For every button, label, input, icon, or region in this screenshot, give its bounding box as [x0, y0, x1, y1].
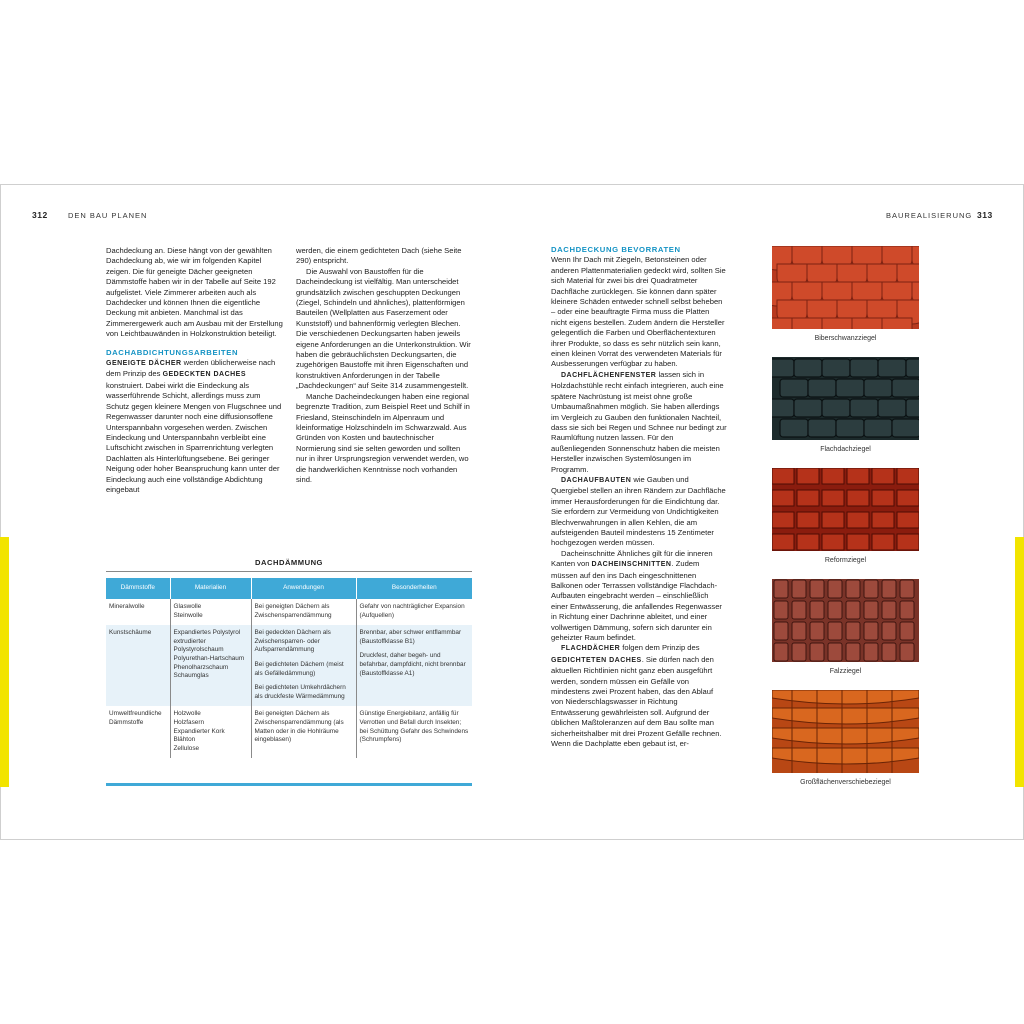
- section-heading-dachdeckung: DACHDECKUNG BEVORRATEN: [551, 245, 681, 254]
- insulation-table: [106, 578, 472, 758]
- tile-caption: Reformziegel: [824, 557, 867, 564]
- table-cell: Umweltfreundliche Dämmstoffe: [106, 706, 170, 758]
- paragraph: Wenn Ihr Dach mit Ziegeln, Betonsteinen oder anderen Plattenmaterialien gedeckt wird, sollten Sie sich Material für zwei bis drei Quadratmeter Dachfläche zurücklegen. Sie können dann später kleinere Schäden entweder schnell selbst beheben – oder eine beauftragte Firma muss die Platten nicht eigens bestellen. Zudem ändern die Hersteller gelegentlich die Farben und Oberflächentexturen ihrer Produkte, so dass es sehr nützlich sein kann, einen kleinen Vorrat des verwendeten Materials für Ausbesserungen verfügbar zu haben.: [551, 255, 726, 369]
- text-column-3: [551, 245, 727, 750]
- edge-marker-left: [0, 537, 9, 787]
- table-header-cell: Anwendungen: [251, 578, 356, 599]
- paragraph: Manche Dacheindeckungen haben eine regional begrenzte Tradition, zum Beispiel Reet und Schilf in Friesland, Steinschindeln im Alpenraum und kleinformatige Holzschindeln im Schwarzwald. Aus Gründen von Kosten und bautechnischer Normierung sind sie selten geworden und sollten nur in ihrer Ursprungsregion verwendet werden, wo die handwerklichen Kenntnisse noch vorhanden sind.: [296, 391, 470, 484]
- biberschwanzziegel-photo: [772, 246, 919, 329]
- tile-caption: Falzziegel: [829, 668, 862, 675]
- table-cell: Günstige Energiebilanz, anfällig für Verrotten und Befall durch Insekten; bei Schüttung Gefahr des Schwindens (Schrumpfens): [359, 710, 469, 744]
- right-page-number: 313: [977, 210, 993, 220]
- grossflaechenverschiebeziegel-photo: [772, 690, 919, 773]
- table-row: [106, 599, 472, 625]
- table-header-cell: Materialien: [170, 578, 251, 599]
- paragraph: Dacheinschnitte Ähnliches gilt für die inneren Kanten von DACHEINSCHNITTEN. Zudem müssen auf den ins Dach eingeschnittenen Balkonen oder Terrassen vollständige Flachdach-Aufbauten eingebracht werden – einschließlich einer Entwässerung, die anfallendes Regenwasser in Richtung einer Dachrinne ableitet, und einer vollwertigen Dämmung, sofern sich darunter ein geheizter Raum befindet.: [551, 548, 722, 643]
- tile-caption: Flachdachziegel: [820, 446, 871, 453]
- falzziegel-photo: [772, 579, 919, 662]
- tile-caption: Großflächenverschiebeziegel: [800, 779, 891, 786]
- edge-marker-right: [1015, 537, 1024, 787]
- table-header-cell: Dämmstoffe: [106, 578, 170, 599]
- left-running-title: DEN BAU PLANEN: [68, 211, 148, 220]
- paragraph: DACHFLÄCHENFENSTER lassen sich in Holzdachstühle recht einfach integrieren, auch eine spätere Nachrüstung ist meist ohne große Umbaumaßnahmen möglich. Sie haben allerdings im Vergleich zu Gauben den funktionalen Nachteil, dass sie sich bei Regen und Schnee nur bedingt zur Raumlüftung nutzen lassen. Für den außenliegenden Sonnenschutz haben die meisten Hersteller inzwischen Systemlösungen im Programm.: [551, 369, 727, 474]
- table-cell: Expandiertes Polystyrol extrudierter Polystyrolschaum Polyurethan-Hartschaum Phenolharzschaum Schaumglas: [170, 625, 251, 706]
- table-title-rule: [106, 571, 472, 572]
- text-column-1: [106, 246, 284, 495]
- reformziegel-photo: [772, 468, 919, 551]
- table-row: [106, 706, 472, 758]
- section-heading-dachabdichtung: DACHABDICHTUNGSARBEITEN: [106, 347, 239, 357]
- paragraph: Dachdeckung an. Diese hängt von der gewählten Dachdeckung ab, wie wir im folgenden Kapitel zeigen. Die für geneigte Dächer geeigneten Dämmstoffe haben wir in der Tabelle auf Seite 192 aufgelistet. Viele Zimmerer arbeiten auch als Dachdecker und können Ihnen die eigentliche Deckung mit anbieten. Manchmal ist das Zimmerergewerk auch am Ausbau mit der Erstellung von Leichtbauwänden in Holzkonstruktion beteiligt.: [106, 246, 283, 339]
- table-cell: Bei geneigten Dächern als Zwischensparrendämmung (als Matten oder in die Hohlräume eingeblasen): [251, 706, 356, 758]
- table-cell: Holzwolle Holzfasern Expandierter Kork Blähton Zellulose: [170, 706, 251, 758]
- table-bottom-rule: [106, 783, 472, 786]
- table-cell: Glaswolle Steinwolle: [170, 599, 251, 625]
- table-header-cell: Besonderheiten: [356, 578, 472, 599]
- tile-caption: Biberschwanzziegel: [814, 335, 877, 342]
- table-cell: Brennbar, aber schwer entflammbar (Baustoffklasse B1) Druckfest, daher begeh- und befahrbar, dampfdicht, nicht brennbar (Baustoffklasse A1): [356, 625, 472, 706]
- paragraph: DACHAUFBAUTEN wie Gauben und Quergiebel stellen an ihren Rändern zur Dachfläche immer Herausforderungen für die Eindichtung dar. Sie erfordern zur Vermeidung von Undichtigkeiten Blechverwahrungen in allen Kehlen, die am aufsteigenden Bauteil mindestens 15 Zentimeter hochgezogen werden müssen.: [551, 474, 726, 548]
- paragraph: werden, die einem gedichteten Dach (siehe Seite 290) entspricht.: [296, 246, 462, 266]
- table-title: DACHDÄMMUNG: [255, 558, 323, 567]
- paragraph: Die Auswahl von Baustoffen für die Dacheindeckung ist vielfältig. Man unterscheidet grundsätzlich zwischen geschuppten Deckungen (Ziegel, Schindeln und ähnliches), plattenförmigen Bauteilen (Wellplatten aus Faserzement oder Kunststoff) und bahnenförmig verlegten Blechen. Die verschiedenen Deckungsarten haben jeweils eigene Anforderungen an die Unterkonstruktion. Wir haben die gebräuchlichsten Deckungsarten, die zugehörigen Baustoffe mit ihren Eigenschaften und konstruktiven Anforderungen in der Tabelle „Dachdeckungen“ auf Seite 314 zusammengestellt.: [296, 266, 471, 391]
- table-cell: Gefahr von nachträglicher Expansion (Aufquellen): [359, 603, 465, 619]
- text-column-2: [296, 246, 472, 485]
- table-cell: Mineralwolle: [106, 599, 170, 625]
- paragraph: FLACHDÄCHER folgen dem Prinzip des GEDICHTETEN DACHES. Sie dürfen nach den aktuellen Richtlinien nicht ganz eben ausgeführt werden, sondern müssen ein Gefälle von mindestens zwei Prozent haben, das den Ablauf von Niederschlagswasser in Richtung Entwässerung gewährleisten soll. Aufgrund der üblichen Maßtoleranzen auf dem Bau sollte man sicherheitshalber mit drei Prozent Gefälle rechnen. Wenn die Dachplatte eben gebaut ist, er-: [551, 643, 722, 749]
- paragraph: GENEIGTE DÄCHER werden üblicherweise nach dem Prinzip des GEDECKTEN DACHES konstruiert. Dabei wirkt die Eindeckung als wasserführende Schicht, allerdings muss zum Schutz gegen kleinere Mengen von Flugschnee und Regenwasser darunter noch eine diffusionsoffene Unterspannbahn vorgesehen werden. Zwischen Eindeckung und Unterspannbahn verbleibt eine Luftschicht zwischen in Sparrenrichtung verlegten Dachlatten als Hinterlüftungsebene. Bei geringer Neigung oder hoher Beanspruchung kann unter der Eindeckung auch eine vollständige Abdichtung eingebaut: [106, 358, 282, 494]
- table-row: [106, 625, 472, 706]
- flachdachziegel-photo: [772, 357, 919, 440]
- left-page-number: 312: [32, 210, 48, 220]
- table-header-row: [106, 578, 472, 599]
- table-cell: Bei gedeckten Dächern als Zwischensparren- oder Aufsparrendämmung Bei gedichteten Dächern (meist als Gefälledämmung) Bei gedichteten Umkehrdächern als druckfeste Wärmedämmung: [251, 625, 356, 706]
- table-cell: Kunstschäume: [106, 625, 170, 706]
- table-cell: Bei geneigten Dächern als Zwischensparrendämmung: [251, 599, 356, 625]
- right-running-title: BAUREALISIERUNG: [886, 211, 973, 220]
